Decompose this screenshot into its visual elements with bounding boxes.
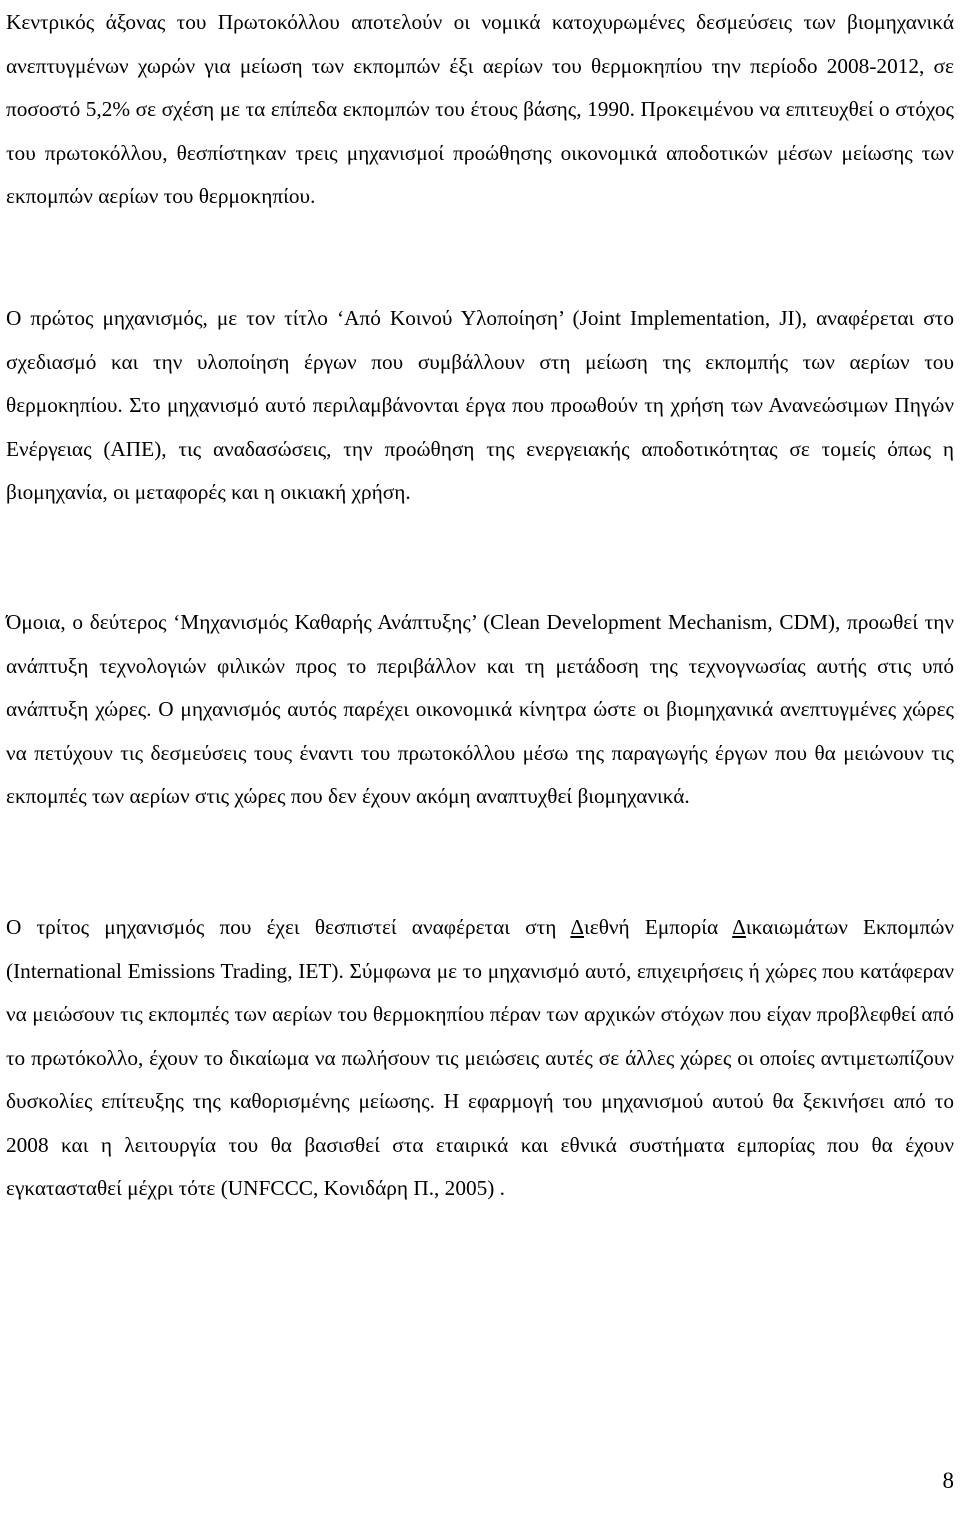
paragraph-kyoto-protocol-commitments: Κεντρικός άξονας του Πρωτοκόλλου αποτελούν οι νομικά κατοχυρωμένες δεσμεύσεις των βιομηχανικά ανεπτυγμένων χωρών για μείωση των εκπομπών έξι αερίων του θερμοκηπίου την περίοδο 2008-2012, σε ποσοστό 5,2% σε σχέση με τα επίπεδα εκπομπών του έτους βάσης, 1990. Προκειμένου να επιτευχθεί ο στόχος του πρωτοκόλλου, θεσπίστηκαν τρεις μηχανισμοί προώθησης οικονομικά αποδοτικών μέσων μείωσης των εκπομπών αερίων του θερμοκηπίου. (6, 10, 954, 208)
underlined-letter: Δ (570, 915, 585, 939)
paragraph-text-middle: ιεθνή Εμπορία (584, 915, 733, 939)
paragraph-joint-implementation: Ο πρώτος μηχανισμός, με τον τίτλο ‘Από Κοινού Υλοποίηση’ (Joint Implementation, JI), αναφέρεται στο σχεδιασμό και την υλοποίηση έργων που συμβάλλουν στη μείωση της εκπομπής των αερίων του θερμοκηπίου. Στο μηχανισμό αυτό περιλαμβάνονται έργα που προωθούν τη χρήση των Ανανεώσιμων Πηγών Ενέργειας (ΑΠΕ), τις αναδασώσεις, την προώθηση της ενεργειακής αποδοτικότητας σε τομείς όπως η βιομηχανία, οι μεταφορές και η οικιακή χρήση. (6, 306, 954, 504)
page-number: 8 (942, 1468, 954, 1493)
paragraph-text-start: Ο τρίτος μηχανισμός που έχει θεσπιστεί αναφέρεται στη (6, 915, 571, 939)
paragraph-text-end: ικαιωμάτων Εκπομπών (International Emissions Trading, IET). Σύμφωνα με το μηχανισμό αυτό, επιχειρήσεις ή χώρες που κατάφεραν να μειώσουν τις εκπομπές των αερίων του θερμοκηπίου πέραν των αρχικών στόχων που είχαν προβλεφθεί από το πρωτόκολλο, έχουν το δικαίωμα να πωλήσουν τις μειώσεις αυτές σε άλλες χώρες οι οποίες αντιμετωπίζουν δυσκολίες επίτευξης της καθορισμένης μείωσης. Η εφαρμογή του μηχανισμού αυτού θα ξεκινήσει από το 2008 και η λειτουργία του θα βασισθεί στα εταιρικά και εθνικά συστήματα εμπορίας που θα έχουν εγκατασταθεί μέχρι τότε (UNFCCC, Κονιδάρη Π., 2005) . (6, 915, 954, 1200)
underlined-letter: Δ (732, 915, 746, 939)
paragraph-international-emissions-trading (6, 906, 954, 1211)
paragraph-clean-development-mechanism: Όμοια, ο δεύτερος ‘Μηχανισμός Καθαρής Ανάπτυξης’ (Clean Development Mechanism, CDM), προωθεί την ανάπτυξη τεχνολογιών φιλικών προς το περιβάλλον και τη μετάδοση της τεχνογνωσίας αυτής στις υπό ανάπτυξη χώρες. Ο μηχανισμός αυτός παρέχει οικονομικά κίνητρα ώστε οι βιομηχανικά ανεπτυγμένες χώρες να πετύχουν τις δεσμεύσεις τους έναντι του πρωτοκόλλου μέσω της παραγωγής έργων που θα μειώνουν τις εκπομπές των αερίων στις χώρες που δεν έχουν ακόμη αναπτυχθεί βιομηχανικά. (6, 610, 954, 808)
